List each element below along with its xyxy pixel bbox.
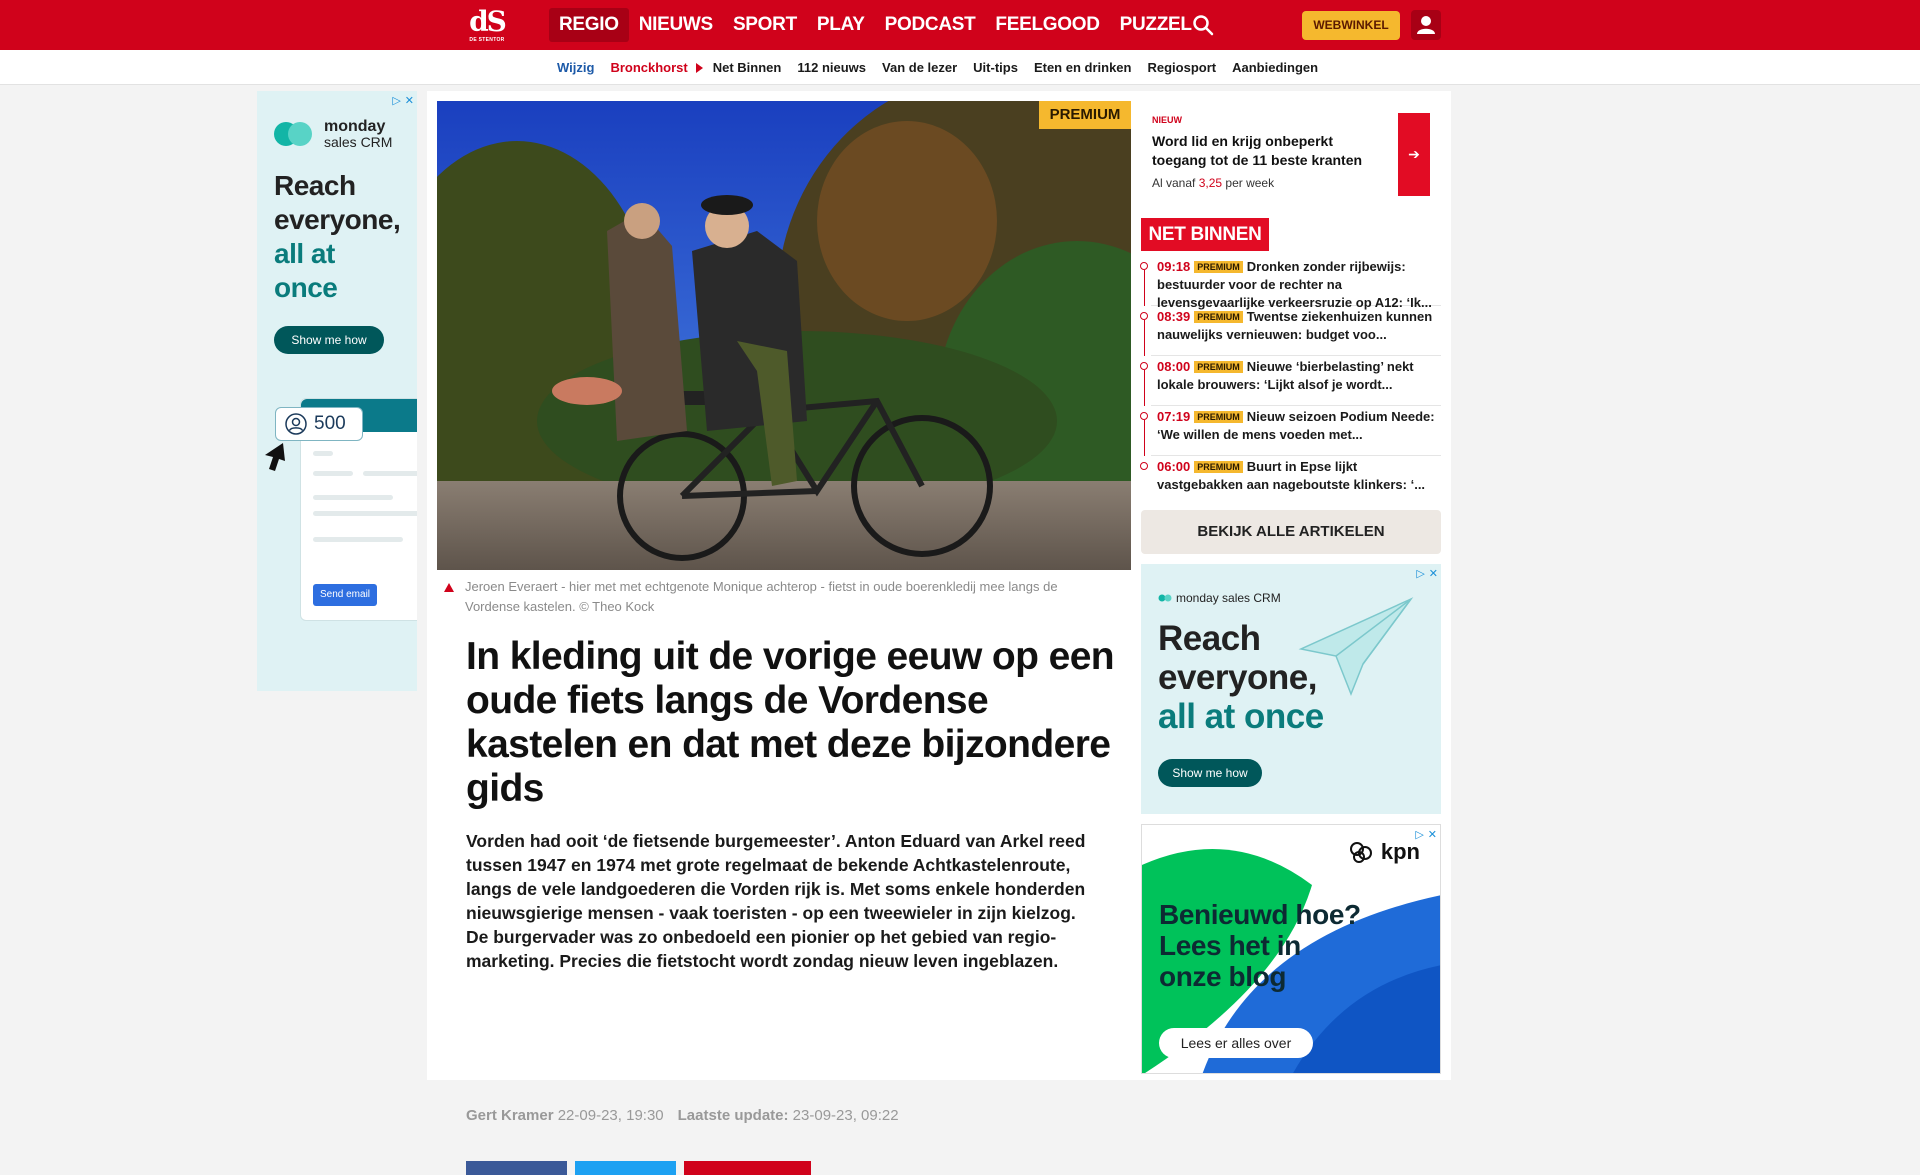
article-hero-image[interactable] xyxy=(437,101,1131,570)
nav-item-feelgood[interactable]: FEELGOOD xyxy=(995,14,1100,35)
subscription-promo[interactable] xyxy=(1141,105,1431,201)
kpn-crown-icon xyxy=(1347,839,1377,865)
premium-badge: PREMIUM xyxy=(1194,411,1243,423)
subnav-item-aanbiedingen[interactable]: Aanbiedingen xyxy=(1232,60,1319,75)
nav-item-puzzel[interactable]: PUZZEL xyxy=(1119,14,1192,35)
subnav-edit-link[interactable]: Wijzig xyxy=(557,60,595,75)
right-ad-kpn[interactable] xyxy=(1141,824,1441,1074)
adchoices-icon[interactable]: ▷ xyxy=(392,95,401,107)
promo-price: Al vanaf 3,25 per week xyxy=(1152,176,1275,190)
left-ad[interactable] xyxy=(257,91,417,691)
kpn-ad-headline: Benieuwd hoe? Lees het in onze blog xyxy=(1159,899,1361,992)
top-header xyxy=(0,0,1920,50)
user-circle-icon xyxy=(284,412,308,436)
left-ad-headline: Reach everyone, all at once xyxy=(274,170,401,303)
kpn-ad-cta-button[interactable]: Lees er alles over xyxy=(1159,1028,1313,1058)
subnav-item-regiosport[interactable]: Regiosport xyxy=(1147,60,1217,75)
arrow-right-icon xyxy=(696,63,703,73)
ad-choices[interactable] xyxy=(392,94,414,107)
premium-badge: PREMIUM xyxy=(1194,311,1243,323)
article-title: In kleding uit de vorige eeuw op een oude fiets langs de Vordense kastelen en dat met deze bijzondere gids xyxy=(466,635,1115,810)
right-ad-monday[interactable] xyxy=(1141,564,1441,814)
ad-choices[interactable] xyxy=(1415,828,1437,841)
nav-item-regio[interactable]: REGIO xyxy=(549,8,629,42)
net-binnen-title: NET BINNEN xyxy=(1141,218,1269,251)
monday-brand-sub: sales CRM xyxy=(324,134,393,150)
subnav-item-uit-tips[interactable]: Uit-tips xyxy=(973,60,1018,75)
caption-triangle-icon xyxy=(444,583,454,592)
site-logo[interactable] xyxy=(467,7,507,43)
share-mail-button[interactable] xyxy=(684,1161,811,1175)
monday-brand: monday sales CRM xyxy=(1158,591,1281,605)
adchoices-icon[interactable]: ▷ xyxy=(1416,568,1425,580)
share-twitter-button[interactable] xyxy=(575,1161,676,1175)
nav-item-podcast[interactable]: PODCAST xyxy=(884,14,976,35)
monday-logo xyxy=(274,118,392,150)
subnav-city[interactable]: Bronckhorst xyxy=(610,60,688,75)
premium-badge: PREMIUM xyxy=(1194,461,1243,473)
sub-nav xyxy=(0,50,1920,85)
monday-logo-icon xyxy=(274,119,318,149)
publish-date: 22-09-23, 19:30 xyxy=(557,1107,664,1124)
subnav-item-112[interactable]: 112 nieuws xyxy=(797,60,867,75)
promo-text: Word lid en krijg onbeperkt toegang tot de 11 beste kranten xyxy=(1152,133,1363,168)
subnav-item-eten[interactable]: Eten en drinken xyxy=(1033,60,1132,75)
premium-badge: PREMIUM xyxy=(1194,361,1243,373)
arrow-right-icon[interactable]: ➔ xyxy=(1398,113,1430,196)
promo-tag: NIEUW xyxy=(1152,115,1182,125)
right-ad-headline: Reach everyone, all at once xyxy=(1158,619,1324,736)
counter-pill xyxy=(275,407,363,441)
subnav-item-van-de-lezer[interactable]: Van de lezer xyxy=(882,60,958,75)
cursor-icon xyxy=(261,441,287,473)
author-name[interactable]: Gert Kramer xyxy=(466,1107,554,1124)
premium-badge: PREMIUM xyxy=(1039,101,1131,129)
counter-value: 500 xyxy=(314,413,346,434)
net-binnen-list xyxy=(1141,256,1441,506)
logo-mark: dS xyxy=(469,5,505,38)
nav-item-play[interactable]: PLAY xyxy=(816,14,865,35)
right-ad-cta-button[interactable]: Show me how xyxy=(1158,759,1262,787)
close-icon[interactable]: ✕ xyxy=(1427,829,1437,841)
left-ad-cta-button[interactable]: Show me how xyxy=(274,326,384,354)
close-icon[interactable]: ✕ xyxy=(404,95,414,107)
update-date: 23-09-23, 09:22 xyxy=(792,1107,899,1124)
search-icon[interactable] xyxy=(1191,13,1215,37)
image-caption: Jeroen Everaert - hier met met echtgenote Monique achterop - fietst in oude boerenkledij mee langs de Vordense kastelen. © Theo Kock xyxy=(465,579,1058,614)
premium-badge: PREMIUM xyxy=(1194,261,1243,273)
nav-item-sport[interactable]: SPORT xyxy=(732,14,797,35)
monday-logo-icon xyxy=(1158,594,1172,602)
share-facebook-button[interactable] xyxy=(466,1161,567,1175)
monday-brand: monday xyxy=(324,118,386,135)
webwinkel-button[interactable]: WEBWINKEL xyxy=(1302,11,1400,40)
update-label: Laatste update: xyxy=(677,1107,789,1124)
nav-item-nieuws[interactable]: NIEUWS xyxy=(638,14,713,35)
close-icon[interactable]: ✕ xyxy=(1428,568,1438,580)
logo-subtitle: DE STENTOR xyxy=(469,37,505,43)
ad-choices[interactable] xyxy=(1416,567,1438,580)
list-item[interactable]: 06:00 PREMIUM Buurt in Epse lijkt vastgebakken aan nageboutste klinkers: ‘... xyxy=(1151,456,1441,506)
main-nav xyxy=(549,8,1202,42)
article-byline xyxy=(466,1107,899,1124)
send-email-button: Send email xyxy=(313,584,377,606)
article-intro: Vorden had ooit ‘de fietsende burgemeester’. Anton Eduard van Arkel reed tussen 1947 en 1974 met grote regelmaat de bekende Achtkastelenroute, langs de vele landgoederen die Vorden rijk is. Met soms enkele honderden nieuwsgierige mensen - vaak toeristen - op een tweewieler in zijn kielzog. De burgervader was zo onbedoeld een pionier op het gebied van regio-marketing. Precies die fietstocht wordt zondag nieuw leven ingeblazen. xyxy=(466,831,1086,971)
subnav-item-net-binnen[interactable]: Net Binnen xyxy=(712,60,782,75)
kpn-logo: kpn xyxy=(1347,839,1420,865)
list-item[interactable]: 08:00 PREMIUM Nieuwe ‘bierbelasting’ nekt lokale brouwers: ‘Lijkt alsof je wordt... xyxy=(1151,356,1441,406)
list-item[interactable]: 08:39 PREMIUM Twentse ziekenhuizen kunnen nauwelijks vernieuwen: budget voo... xyxy=(1151,306,1441,356)
user-icon[interactable] xyxy=(1411,10,1441,40)
list-item[interactable]: 09:18 PREMIUM Dronken zonder rijbewijs: bestuurder voor de rechter na levensgevaarlijke verkeersruzie op A12: ‘Ik... xyxy=(1151,256,1441,306)
list-item[interactable]: 07:19 PREMIUM Nieuw seizoen Podium Neede: ‘We willen de mens voeden met... xyxy=(1151,406,1441,456)
all-articles-button[interactable]: BEKIJK ALLE ARTIKELEN xyxy=(1141,510,1441,554)
adchoices-icon[interactable]: ▷ xyxy=(1415,829,1424,841)
